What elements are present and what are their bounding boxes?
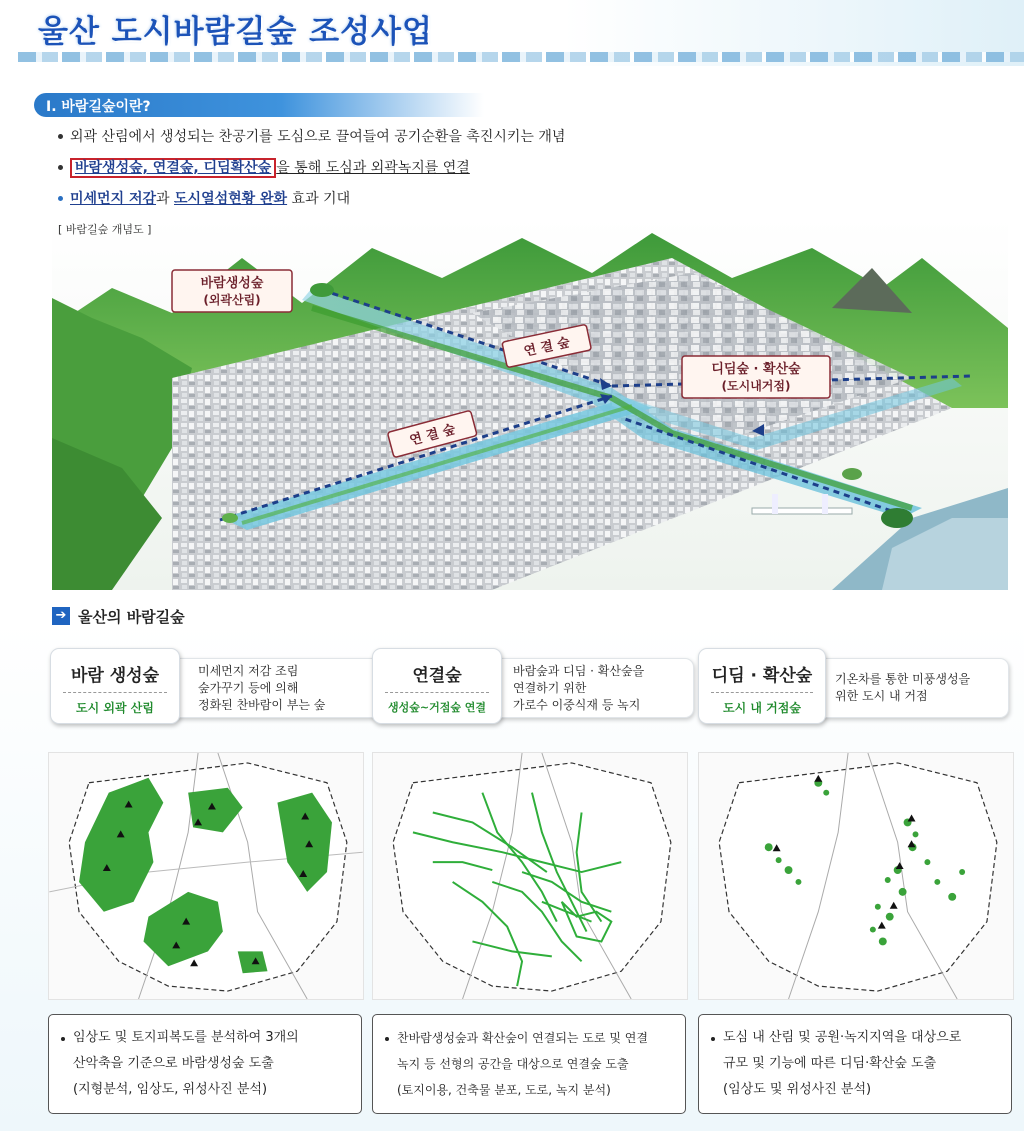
diffuse-label-line1: 디딤숲 · 확산숲 bbox=[711, 362, 801, 377]
concept-caption: [ 바람길숲 개념도 ] bbox=[58, 223, 152, 236]
desc-line: 숲가꾸기 등에 의해 bbox=[198, 681, 299, 695]
bullet-dot bbox=[58, 134, 63, 139]
note-diffuse bbox=[698, 1014, 1012, 1114]
page-title: 울산 도시바람길숲 조성사업 bbox=[38, 14, 433, 50]
bullet-concept bbox=[58, 126, 758, 157]
desc-line: 정화된 찬바람이 부는 숲 bbox=[198, 698, 326, 712]
generation-label-line1: 바람생성숲 bbox=[200, 276, 264, 291]
category-name: 연결숲 bbox=[412, 666, 462, 686]
category-sub: 생성숲~거점숲 연결 bbox=[387, 701, 487, 714]
map-connect-forest bbox=[372, 752, 688, 1000]
note-dot bbox=[711, 1037, 715, 1041]
category-card bbox=[698, 648, 826, 724]
note-line: 규모 및 기능에 따른 디딤·확산숲 도출 bbox=[723, 1056, 937, 1071]
effect-dust: 미세먼지 저감 bbox=[70, 191, 157, 207]
note-line: 녹지 등 선형의 공간을 대상으로 연결숲 도출 bbox=[397, 1057, 629, 1071]
category-desc bbox=[814, 658, 1009, 718]
desc-line: 위한 도시 내 거점 bbox=[835, 689, 928, 703]
sub-heading-text: 울산의 바람길숲 bbox=[78, 608, 185, 626]
category-desc bbox=[175, 658, 405, 718]
map-generation-forest bbox=[48, 752, 364, 1000]
bullet-dot bbox=[58, 196, 63, 201]
title-area bbox=[0, 0, 1024, 66]
note-line: 찬바람생성숲과 확산숲이 연결되는 도로 및 연결 bbox=[397, 1031, 648, 1045]
connect-left-label: 연 결 숲 bbox=[408, 422, 458, 449]
note-line: (지형분석, 임상도, 위성사진 분석) bbox=[73, 1082, 268, 1097]
section-label-bar bbox=[34, 93, 484, 117]
title-divider bbox=[18, 52, 1024, 62]
arrow-right-icon: ➔ bbox=[52, 607, 70, 625]
note-line: (토지이용, 건축물 분포, 도로, 녹지 분석) bbox=[397, 1083, 611, 1097]
bullet-text bbox=[70, 188, 350, 210]
note-line: 산악축을 기준으로 바람생성숲 도출 bbox=[73, 1056, 274, 1071]
connect-top-label: 연 결 숲 bbox=[522, 335, 572, 360]
category-name: 디딤 · 확산숲 bbox=[711, 666, 813, 686]
note-dot bbox=[385, 1037, 389, 1041]
note-line: (임상도 및 위성사진 분석) bbox=[723, 1082, 872, 1097]
card-divider bbox=[63, 692, 167, 693]
bullet-effects bbox=[58, 188, 758, 219]
category-sub: 도시 내 거점숲 bbox=[723, 701, 801, 715]
map-diffuse-forest bbox=[698, 752, 1014, 1000]
desc-line: 바람숲과 디딤 · 확산숲을 bbox=[513, 664, 645, 678]
category-sub: 도시 외곽 산림 bbox=[76, 701, 154, 715]
note-connect bbox=[372, 1014, 686, 1114]
diffuse-label-line2: (도시내거점) bbox=[721, 379, 791, 393]
card-divider bbox=[385, 692, 489, 693]
label-diffuse-forest bbox=[682, 356, 830, 398]
bullet-text: 외곽 산림에서 생성되는 찬공기를 도심으로 끌여들여 공기순환을 촉진시키는 개념 bbox=[70, 129, 566, 145]
highlight-forest-types: 바람생성숲, 연결숲, 디딤확산숲 bbox=[70, 158, 276, 178]
bullet-text bbox=[70, 157, 470, 179]
desc-line: 가로수 이중식재 등 녹지 bbox=[513, 698, 641, 712]
card-divider bbox=[711, 692, 813, 693]
note-generation bbox=[48, 1014, 362, 1114]
category-card bbox=[50, 648, 180, 724]
category-card bbox=[372, 648, 502, 724]
category-name: 바람 생성숲 bbox=[70, 666, 160, 686]
definition-bullets bbox=[58, 126, 758, 219]
wind-corridor-concept-illustration bbox=[52, 218, 1008, 590]
label-generation-forest bbox=[172, 270, 292, 312]
note-dot bbox=[61, 1037, 65, 1041]
desc-line: 연결하기 위한 bbox=[513, 681, 587, 695]
category-desc bbox=[492, 658, 694, 718]
section-label: Ⅰ. 바람길숲이란? bbox=[46, 99, 151, 115]
bullet-rest: 을 통해 도심과 외곽녹지를 연결 bbox=[276, 160, 470, 176]
effect-heat: 도시열섬현황 완화 bbox=[174, 191, 288, 207]
note-line: 도심 내 산림 및 공원·녹지지역을 대상으로 bbox=[723, 1030, 962, 1045]
effect-join: 과 bbox=[156, 191, 175, 207]
bullet-forest-types bbox=[58, 157, 758, 188]
effect-tail: 효과 기대 bbox=[287, 191, 351, 207]
bullet-dot bbox=[58, 165, 63, 170]
desc-line: 기온차를 통한 미풍생성을 bbox=[835, 672, 971, 686]
generation-label-line2: (외곽산림) bbox=[203, 293, 261, 307]
note-line: 임상도 및 토지피복도를 분석하여 3개의 bbox=[73, 1030, 299, 1045]
desc-line: 미세먼지 저감 조림 bbox=[198, 664, 299, 678]
